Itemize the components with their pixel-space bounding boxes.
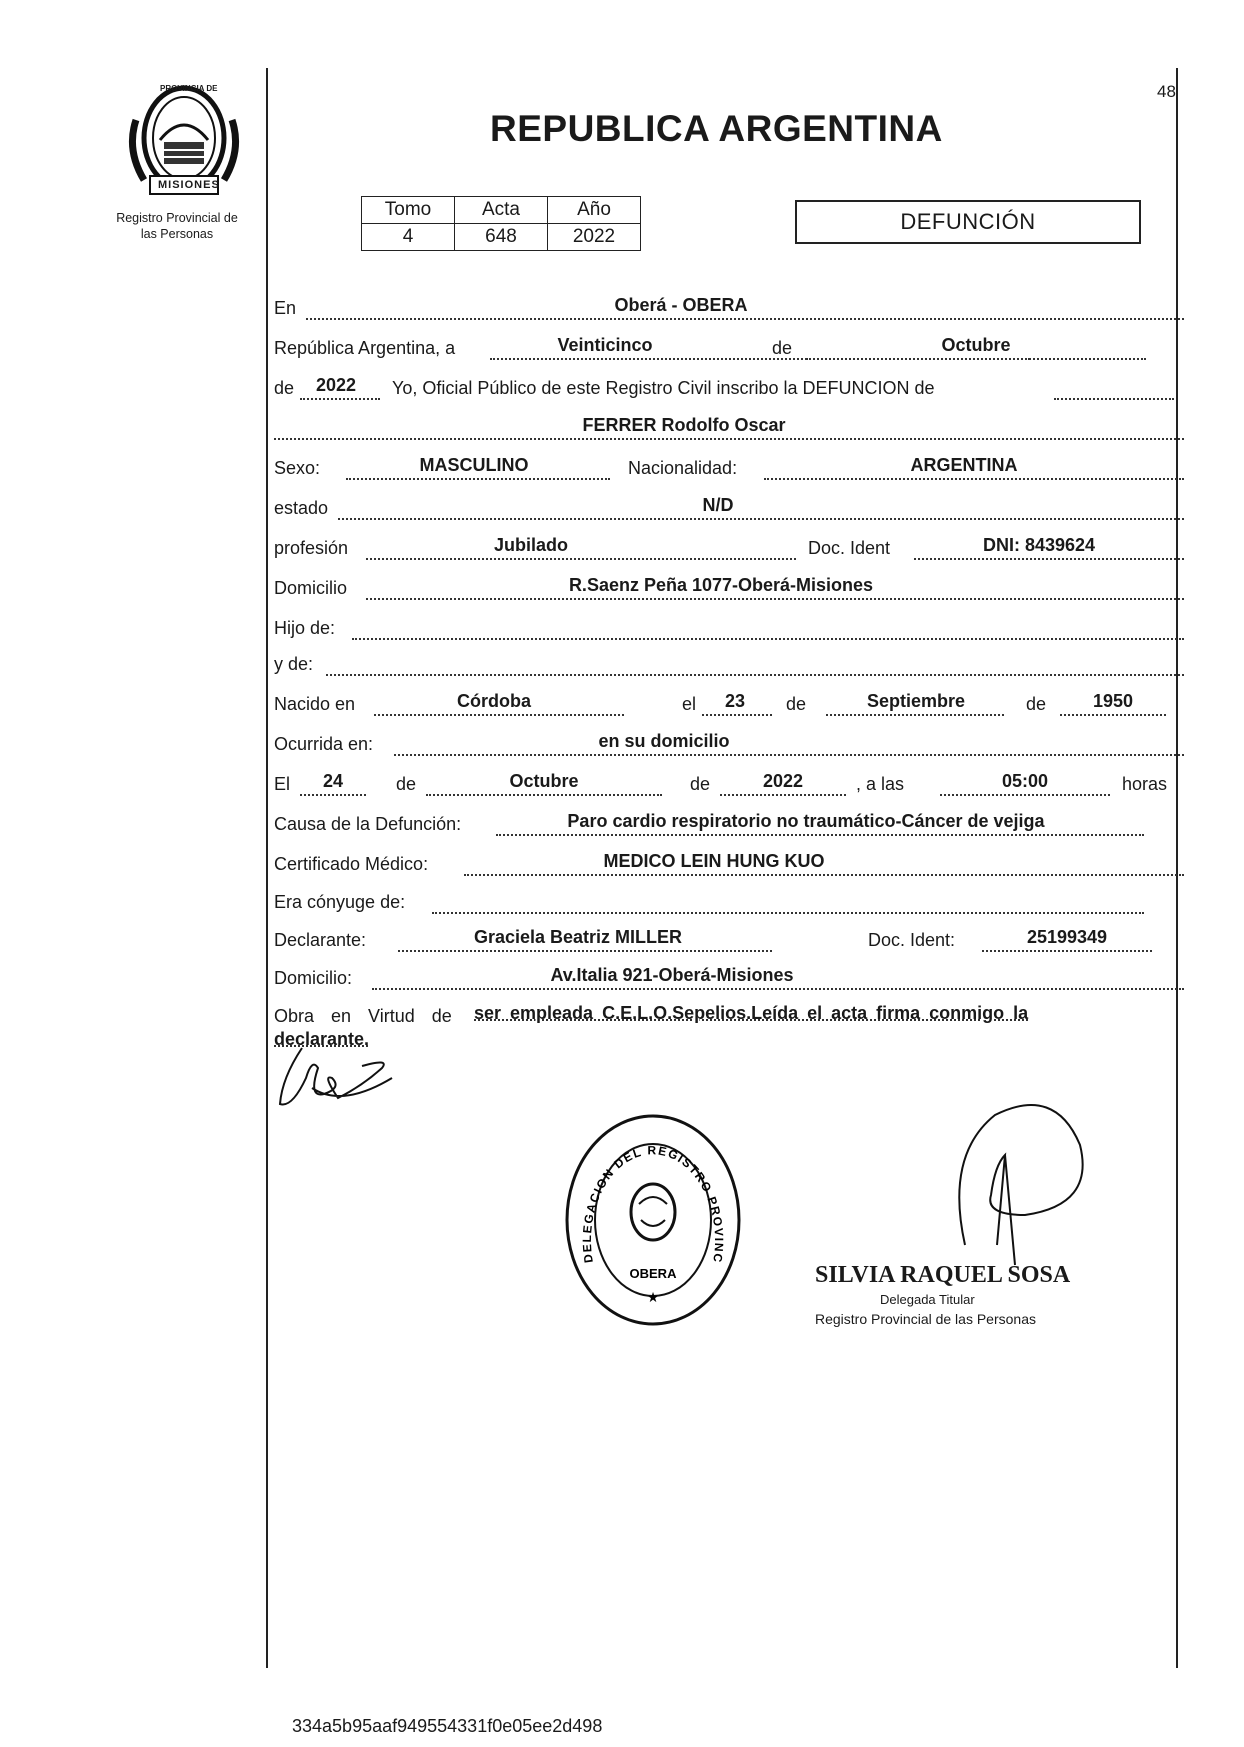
nacido-el-label: el [682, 694, 697, 714]
official-signature [905, 1095, 1105, 1285]
en-value: Oberá - OBERA [614, 295, 748, 315]
declarant-signature [272, 1038, 402, 1118]
doc-ident-label: Doc. Ident [808, 538, 891, 558]
official-name: SILVIA RAQUEL SOSA [815, 1262, 1071, 1288]
row-certificado [274, 851, 1184, 880]
row-conyuge [274, 892, 1184, 918]
row-ocurrida [274, 731, 1184, 760]
registry-caption-line1: Registro Provincial de [116, 211, 238, 225]
row-obra [274, 1003, 1184, 1032]
registry-caption-line2: las Personas [140, 227, 214, 241]
row-declarante [274, 927, 1184, 956]
official-org: Registro Provincial de las Personas [815, 1311, 1036, 1327]
inscribo-text: Yo, Oficial Público de este Registro Civil inscribo la DEFUNCION de [392, 378, 935, 398]
row-fecha [274, 771, 1184, 800]
fecha-horas-label: horas [1122, 774, 1168, 794]
nacido-place-value: Córdoba [457, 691, 531, 711]
domicilio2-label: Domicilio: [274, 968, 353, 988]
inscribo-de-label: de [274, 378, 295, 398]
tomo-value: 4 [362, 224, 455, 251]
delegation-round-seal [563, 1112, 743, 1333]
row-inscribo [274, 375, 1184, 404]
en-label: En [274, 298, 297, 318]
fecha-hora-label: , a las [856, 774, 905, 794]
row-profesion [274, 535, 1184, 564]
republica-de-label: de [772, 338, 793, 358]
shield-top-text: PROVINCIA DE [160, 84, 218, 93]
profesion-value: Jubilado [493, 535, 568, 555]
tomo-header: Tomo [362, 197, 455, 224]
nacido-de2-label: de [1026, 694, 1047, 714]
inscribo-year-value: 2022 [315, 375, 357, 395]
domicilio-label: Domicilio [274, 578, 348, 598]
fecha-hora-value: 05:00 [1001, 771, 1049, 791]
seal-outer-text: DELEGACION DEL REGISTRO PROVINC [579, 1143, 727, 1265]
estado-value: N/D [702, 495, 734, 515]
document-hash: 334a5b95aaf949554331f0e05ee2d498 [292, 1716, 603, 1736]
nacionalidad-label: Nacionalidad: [628, 458, 738, 478]
nacido-month-value: Septiembre [866, 691, 966, 711]
declarante-value: Graciela Beatriz MILLER [473, 927, 683, 947]
domicilio2-value: Av.Italia 921-Oberá-Misiones [550, 965, 794, 985]
left-margin-line [266, 68, 268, 1668]
certificado-label: Certificado Médico: [274, 854, 429, 874]
declarante-doc-label: Doc. Ident: [868, 930, 956, 950]
domicilio-value: R.Saenz Peña 1077-Oberá-Misiones [568, 575, 874, 595]
fecha-year-value: 2022 [762, 771, 804, 791]
deceased-name: FERRER Rodolfo Oscar [582, 415, 786, 435]
row-yde [274, 654, 1184, 680]
row-en [274, 295, 1184, 324]
hijo-label: Hijo de: [274, 618, 336, 638]
conyuge-label: Era cónyuge de: [274, 892, 406, 912]
estado-label: estado [274, 498, 329, 518]
nacionalidad-value: ARGENTINA [910, 455, 1018, 475]
row-nacido [274, 691, 1184, 720]
row-domicilio2 [274, 965, 1184, 994]
nacido-day-value: 23 [724, 691, 746, 711]
declarante-label: Declarante: [274, 930, 367, 950]
ano-header: Año [548, 197, 641, 224]
fecha-month-value: Octubre [509, 771, 579, 791]
obra-label: Obra en Virtud de [274, 1006, 452, 1026]
doc-ident-value: DNI: 8439624 [982, 535, 1096, 555]
republica-label: República Argentina, a [274, 338, 456, 358]
page-title: REPUBLICA ARGENTINA [490, 108, 943, 149]
certificado-value: MEDICO LEIN HUNG KUO [603, 851, 825, 871]
row-republica [274, 335, 1184, 364]
seal-star-icon: ★ [646, 1289, 660, 1305]
row-obra-2 [274, 1029, 1184, 1058]
acta-value: 648 [455, 224, 548, 251]
row-causa [274, 811, 1184, 840]
ano-value: 2022 [548, 224, 641, 251]
causa-value: Paro cardio respiratorio no traumático-Cáncer de vejiga [567, 811, 1045, 831]
registry-caption [92, 210, 262, 242]
sexo-label: Sexo: [274, 458, 321, 478]
nacido-year-value: 1950 [1092, 691, 1134, 711]
obra-value: ser empleada C.E.L.O.Sepelios.Leída el acta firma conmigo la [474, 1003, 1029, 1023]
acta-header: Acta [455, 197, 548, 224]
sexo-value: MASCULINO [419, 455, 529, 475]
yde-label: y de: [274, 654, 314, 674]
page-number: 48 [1157, 82, 1176, 101]
nacido-label: Nacido en [274, 694, 356, 714]
republica-day-value: Veinticinco [557, 335, 653, 355]
record-table [361, 196, 641, 251]
obra-value-line2: declarante. [274, 1029, 370, 1049]
ocurrida-value: en su domicilio [598, 731, 730, 751]
seal-bottom-text: OBERA [629, 1266, 677, 1281]
profesion-label: profesión [274, 538, 349, 558]
document-type-box: DEFUNCIÓN [795, 200, 1141, 244]
republica-month-value: Octubre [941, 335, 1011, 355]
fecha-day-value: 24 [322, 771, 344, 791]
nacido-de-label: de [786, 694, 807, 714]
fecha-de2-label: de [690, 774, 711, 794]
fecha-de-label: de [396, 774, 417, 794]
row-domicilio [274, 575, 1184, 604]
provincial-shield-seal [122, 80, 246, 200]
fecha-el-label: El [274, 774, 291, 794]
causa-label: Causa de la Defunción: [274, 814, 462, 834]
row-sexo [274, 455, 1184, 484]
declarante-doc-value: 25199349 [1026, 927, 1108, 947]
shield-bottom-text: MISIONES [158, 179, 220, 191]
row-hijo [274, 618, 1184, 644]
row-estado [274, 495, 1184, 524]
official-role: Delegada Titular [880, 1292, 975, 1307]
row-nombre [274, 415, 1184, 444]
ocurrida-label: Ocurrida en: [274, 734, 374, 754]
